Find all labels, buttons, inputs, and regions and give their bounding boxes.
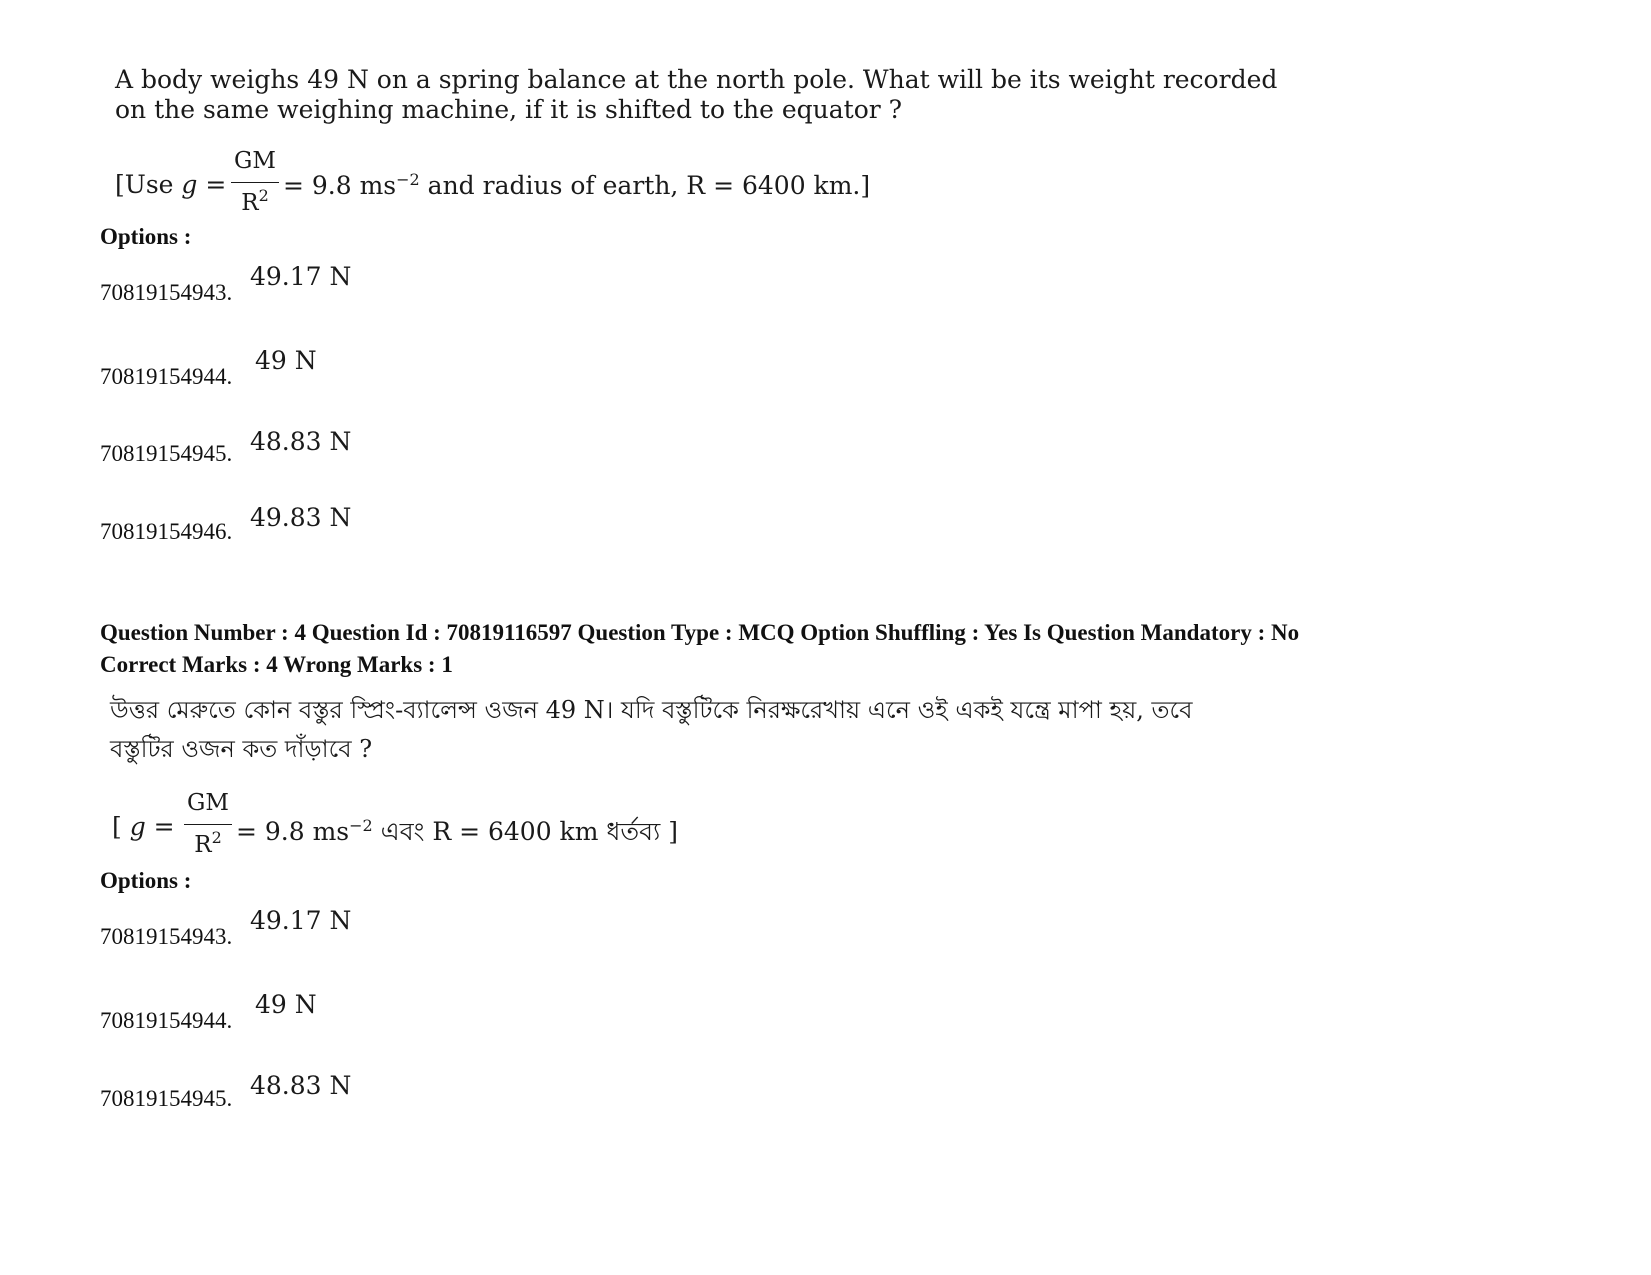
question-text-line: A body weighs 49 N on a spring balance at the north pole. What will be its weight recorded xyxy=(115,65,1278,94)
question-text-line: উত্তর মেরুতে কোন বস্তুর স্প্রিং-ব্যালেন্স ওজন 49 N। যদি বস্তুটিকে নিরক্ষরেখায় এনে ওই একই যন্ত্রে মাপা হয়, তবে xyxy=(110,696,1193,724)
question-meta: Question Number : 4 Question Id : 70819116597 Question Type : MCQ Option Shuffling : Yes Is Question Mandatory : No xyxy=(100,620,1300,645)
option-id: 70819154945. xyxy=(100,1086,233,1111)
question-marks: Correct Marks : 4 Wrong Marks : 1 xyxy=(100,652,453,677)
option-value: 49.17 N xyxy=(250,906,352,935)
fraction-bar xyxy=(231,182,279,183)
formula-hint xyxy=(115,148,915,218)
option-id: 70819154944. xyxy=(100,364,233,389)
formula-open: [ g = xyxy=(112,812,175,841)
formula-rest: = 9.8 $ms^{-2}$ এবং R = 6400 km ধর্তব্য ] xyxy=(236,816,678,846)
fraction-numerator: GM xyxy=(187,790,229,816)
fraction-bar xyxy=(184,824,232,825)
option-id: 70819154946. xyxy=(100,519,233,544)
fraction-numerator: GM xyxy=(234,148,276,174)
fraction-denominator: $R^2$ xyxy=(241,186,269,216)
formula-open: [Use g = xyxy=(115,170,227,199)
option-value: 48.83 N xyxy=(250,427,352,456)
option-id: 70819154945. xyxy=(100,441,233,466)
formula-fraction xyxy=(231,148,279,218)
options-label: Options : xyxy=(100,868,192,893)
option-value: 48.83 N xyxy=(250,1071,352,1100)
formula-fraction xyxy=(184,790,232,860)
option-value: 49 N xyxy=(255,990,317,1019)
option-value: 49 N xyxy=(255,346,317,375)
question-text-line: on the same weighing machine, if it is shifted to the equator ? xyxy=(115,95,903,124)
formula-rest: = 9.8 $ms^{-2}$ and radius of earth, R = 6400 km.] xyxy=(283,170,871,200)
option-value: 49.17 N xyxy=(250,262,352,291)
formula-hint xyxy=(112,790,812,860)
option-id: 70819154943. xyxy=(100,280,233,305)
option-id: 70819154943. xyxy=(100,924,233,949)
options-label: Options : xyxy=(100,224,192,249)
option-id: 70819154944. xyxy=(100,1008,233,1033)
option-value: 49.83 N xyxy=(250,503,352,532)
fraction-denominator: $R^2$ xyxy=(194,828,222,858)
question-text-line: বস্তুটির ওজন কত দাঁড়াবে ? xyxy=(110,735,373,763)
